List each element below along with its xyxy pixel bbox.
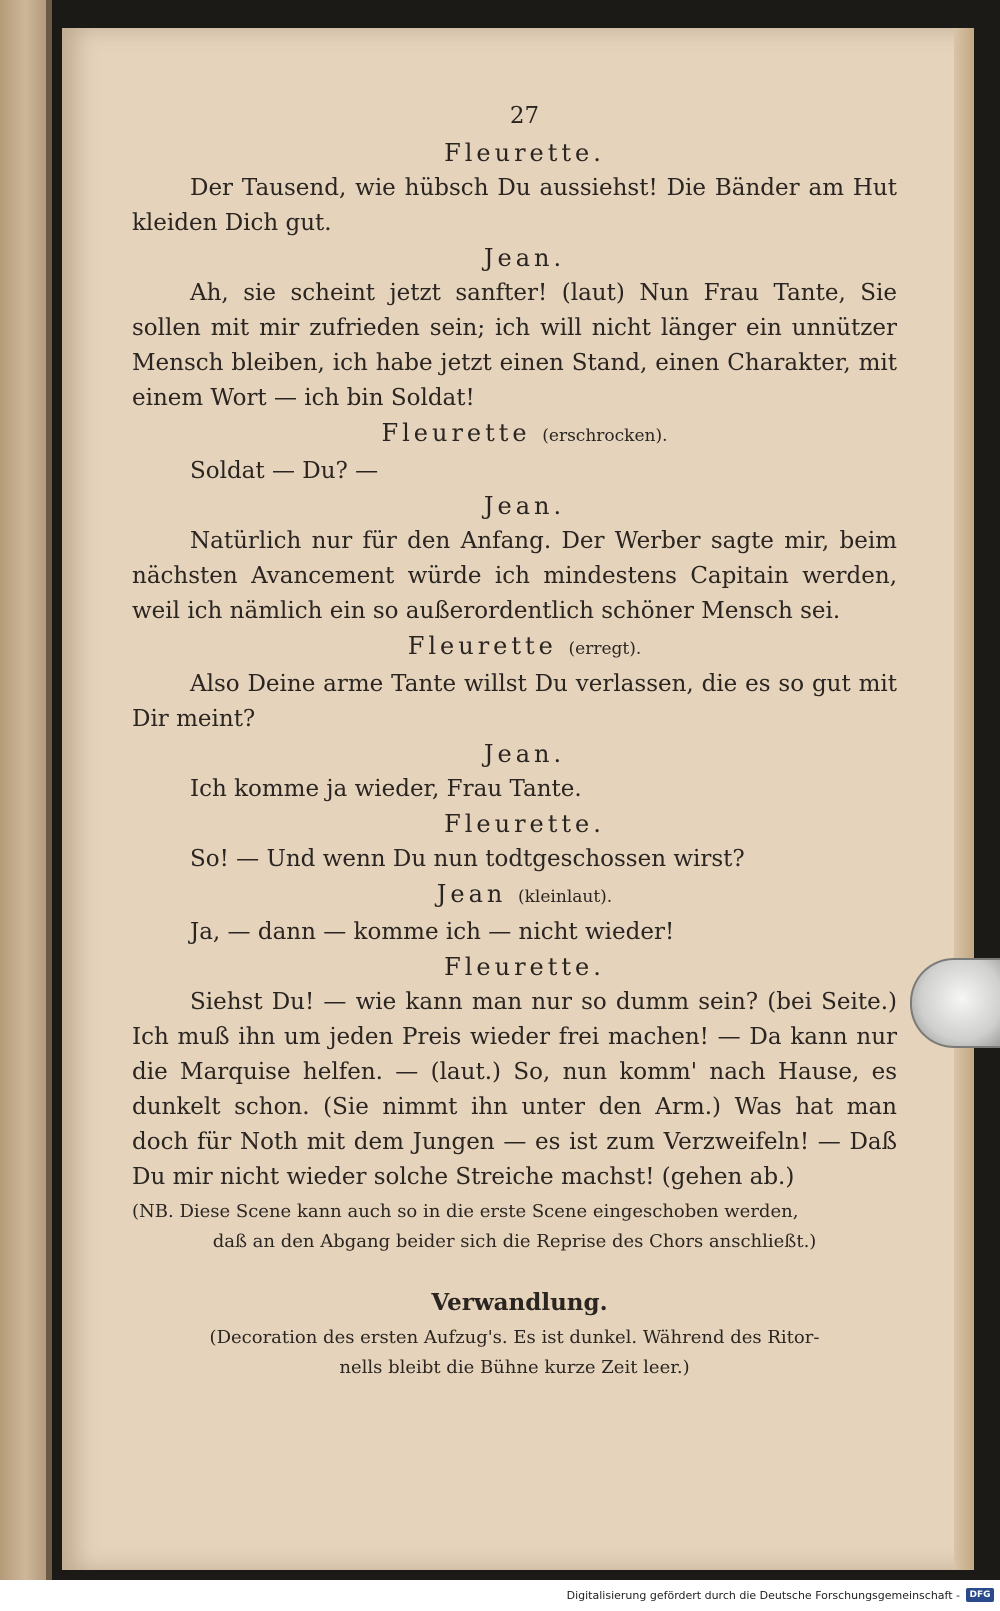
speaker-label: Jean. (483, 244, 566, 272)
footer-bar (0, 1580, 1000, 1611)
speaker-name (132, 241, 897, 276)
dfg-logo: DFG (966, 1588, 994, 1602)
stage-line-2: nells bleibt die Bühne kurze Zeit leer.) (339, 1357, 690, 1378)
speaker-label: Jean. (483, 492, 566, 520)
speaker-label: Jean (436, 880, 507, 908)
page-content (132, 96, 897, 1383)
speaker-name (132, 950, 897, 985)
note-line-2: daß an den Abgang beider sich die Reprise des Chors anschließt.) (212, 1231, 817, 1252)
dialogue-line: Der Tausend, wie hübsch Du aussiehst! Die Bänder am Hut kleiden Dich gut. (132, 175, 897, 236)
dialogue (132, 136, 897, 1195)
speaker-direction: (kleinlaut). (518, 887, 613, 907)
page-number: 27 (509, 103, 540, 129)
dialogue-line: Siehst Du! — wie kann man nur so dumm sein? (bei Seite.) Ich muß ihn um jeden Preis wieder frei machen! — Da kann nur die Marquise helfen. — (laut.) So, nun komm' nach Hause, es dunkelt schon. (Sie nimmt ihn unter den Arm.) Was hat man doch für Noth mit dem Jungen — es ist zum Verzweifeln! — Daß Du mir nicht wieder solche Streiche machst! (gehen ab.) (132, 989, 897, 1190)
dialogue-line: Ja, — dann — komme ich — nicht wieder! (190, 919, 675, 945)
dialogue-line: So! — Und wenn Du nun todtgeschossen wirst? (190, 846, 745, 872)
speaker-label: Fleurette. (444, 810, 605, 838)
speaker-direction: (erregt). (568, 639, 642, 659)
speaker-name (132, 136, 897, 171)
speaker-name (132, 877, 897, 915)
speaker-name (132, 807, 897, 842)
dialogue-line: Also Deine arme Tante willst Du verlassen, die es so gut mit Dir meint? (132, 671, 897, 732)
speaker-name (132, 629, 897, 667)
note-line-1: (NB. Diese Scene kann auch so in die erste Scene eingeschoben werden, (132, 1201, 799, 1222)
speaker-name (132, 489, 897, 524)
book-page (62, 28, 974, 1570)
page-edge (954, 28, 974, 1570)
speaker-label: Fleurette. (444, 139, 605, 167)
scene-change-heading: Verwandlung. (431, 1289, 608, 1316)
dialogue-line: Natürlich nur für den Anfang. Der Werber sagte mir, beim nächsten Avancement würde ich mindestens Capitain werden, weil ich nämlich ein so außerordentlich schöner Mensch sei. (132, 528, 897, 624)
nota-bene-note (132, 1197, 897, 1257)
footer-credit: Digitalisierung gefördert durch die Deutsche Forschungsgemeinschaft - (566, 1589, 960, 1602)
stage-line-1: (Decoration des ersten Aufzug's. Es ist dunkel. Während des Ritor- (209, 1327, 820, 1348)
dialogue-line: Ich komme ja wieder, Frau Tante. (190, 776, 582, 802)
speaker-name (132, 416, 897, 454)
speaker-label: Fleurette (407, 632, 557, 660)
speaker-direction: (erschrocken). (542, 426, 668, 446)
dialogue-line: Soldat — Du? — (190, 458, 379, 484)
left-page-edge (0, 0, 46, 1580)
speaker-label: Jean. (483, 740, 566, 768)
dialogue-line: Ah, sie scheint jetzt sanfter! (laut) Nun Frau Tante, Sie sollen mit mir zufrieden sein; ich will nicht länger ein unnützer Mensch bleiben, ich habe jetzt einen Stand, einen Charakter, mit einem Wort — ich bin Soldat! (132, 280, 897, 411)
speaker-label: Fleurette (381, 419, 531, 447)
speaker-name (132, 737, 897, 772)
stage-direction (132, 1323, 897, 1383)
speaker-label: Fleurette. (444, 953, 605, 981)
page-clip (910, 958, 1000, 1048)
